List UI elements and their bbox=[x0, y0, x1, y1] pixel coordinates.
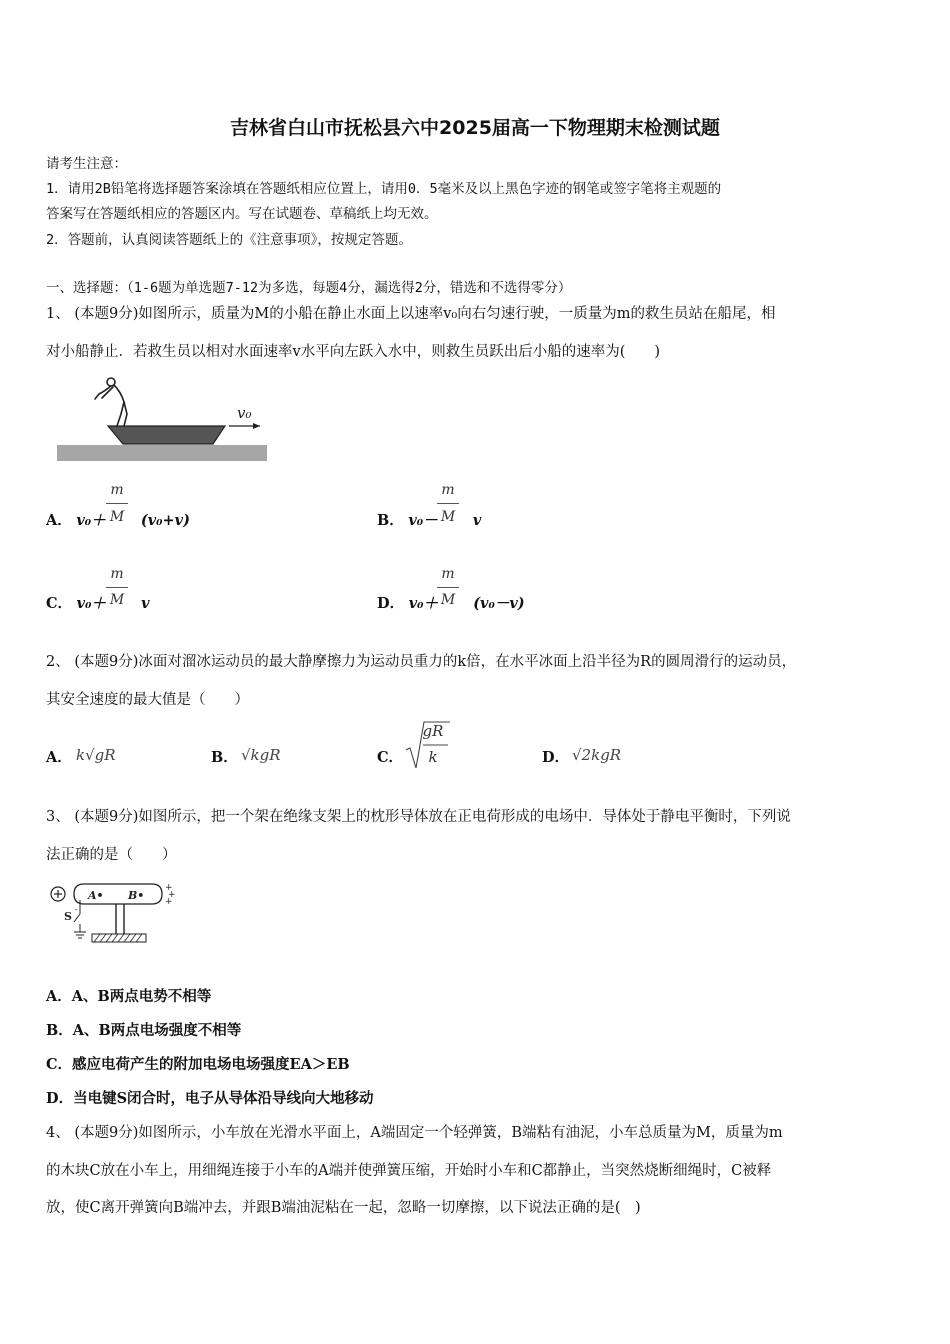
q1-a-frac-bar bbox=[106, 503, 128, 504]
induced-plus-2: + bbox=[168, 890, 176, 900]
q2-option-d-label[interactable]: D． bbox=[542, 749, 570, 766]
notice-item2: 2．答题前，认真阅读答题纸上的《注意事项》，按规定答题。 bbox=[46, 232, 412, 248]
induced-minus: - bbox=[75, 905, 78, 914]
q1-d-frac-bar bbox=[437, 587, 459, 588]
q1-a-frac-num: m bbox=[110, 482, 124, 498]
q1-option-a-label: A． bbox=[46, 512, 72, 529]
q2-option-c-label[interactable]: C． bbox=[377, 749, 404, 766]
q1-option-c-label: C． bbox=[46, 595, 73, 612]
induced-plus-1: + bbox=[165, 883, 173, 893]
q4-line2: 的木块C放在小车上，用细绳连接于小车的A端并使弹簧压缩，开始时小车和C都静止，当突然烧断细绳时，C被释 bbox=[46, 1163, 772, 1179]
boat-figure bbox=[55, 374, 270, 466]
q1-option-d-pre: v₀＋ bbox=[408, 595, 438, 612]
lifeguard-figure bbox=[95, 378, 127, 426]
notice-item1-line1: 1．请用2B铅笔将选择题答案涂填在答题纸相应位置上，请用0．5毫米及以上黑色字迹的钢笔或签字笔将主观题的 bbox=[46, 181, 722, 197]
conductor-figure bbox=[44, 878, 184, 948]
q1-b-frac-bar bbox=[437, 503, 459, 504]
q2-line2: 其安全速度的最大值是（ ） bbox=[46, 692, 249, 708]
q4-line3: 放，使C离开弹簧向B端冲去，并跟B端油泥粘在一起，忽略一切摩擦，以下说法正确的是( ) bbox=[46, 1200, 641, 1216]
q3-option-a[interactable]: A．A、B两点电势不相等 bbox=[46, 988, 212, 1005]
q3-option-d[interactable]: D．当电键S闭合时，电子从导体沿导线向大地移动 bbox=[46, 1090, 374, 1107]
q1-option-a-pre: v₀＋ bbox=[76, 512, 106, 529]
q2-option-a-label[interactable]: A． bbox=[46, 749, 72, 766]
water-surface bbox=[57, 445, 267, 461]
q1-c-frac-num: m bbox=[110, 566, 124, 582]
page-title: 吉林省白山市抚松县六中2025届高一下物理期末检测试题 bbox=[230, 117, 720, 139]
q4-line1: 4、 (本题9分)如图所示，小车放在光滑水平面上，A端固定一个轻弹簧，B端粘有油泥，小车总质量为M，质量为m bbox=[46, 1125, 783, 1141]
notice-heading: 请考生注意： bbox=[46, 156, 127, 172]
q2-option-c-num: gR bbox=[422, 722, 444, 740]
q3-line2: 法正确的是（ ） bbox=[46, 847, 177, 863]
q1-d-frac-num: m bbox=[441, 566, 455, 582]
q1-option-c-pre: v₀＋ bbox=[76, 595, 106, 612]
q1-c-frac-bar bbox=[106, 587, 128, 588]
q1-line2: 对小船静止．若救生员以相对水面速率v水平向左跃入水中，则救生员跃出后小船的速率为( ) bbox=[46, 344, 661, 360]
q2-option-c-den: k bbox=[428, 748, 438, 766]
q2-line1: 2、 (本题9分)冰面对溜冰运动员的最大静摩擦力为运动员重力的k倍，在水平冰面上沿半径为R的圆周滑行的运动员， bbox=[46, 654, 797, 670]
q3-line1: 3、 (本题9分)如图所示，把一个架在绝缘支架上的枕形导体放在正电荷形成的电场中．导体处于静电平衡时，下列说 bbox=[46, 809, 791, 825]
velocity-label: v₀ bbox=[237, 404, 252, 422]
q2-option-d-expr: √2kgR bbox=[572, 746, 622, 764]
point-b-label: B• bbox=[128, 889, 145, 902]
section1-heading: 一、选择题：（1-6题为单选题7-12为多选，每题4分，漏选得2分，错选和不选得零分） bbox=[46, 280, 572, 296]
switch-label: S bbox=[64, 910, 72, 923]
q2-option-a-expr: k√gR bbox=[76, 746, 116, 764]
q1-option-b-post: v bbox=[472, 512, 482, 529]
q1-c-frac-den: M bbox=[109, 592, 125, 608]
q1-a-frac-den: M bbox=[109, 509, 125, 525]
q2-option-b-label[interactable]: B． bbox=[211, 749, 238, 766]
q1-option-d-label: D． bbox=[377, 595, 405, 612]
induced-plus-3: + bbox=[165, 897, 173, 907]
q1-b-frac-num: m bbox=[441, 482, 455, 498]
q1-option-b-label: B． bbox=[377, 512, 404, 529]
q3-option-c[interactable]: C．感应电荷产生的附加电场电场强度EA＞EB bbox=[46, 1056, 350, 1073]
q1-b-frac-den: M bbox=[440, 509, 456, 525]
q1-line1: 1、 (本题9分)如图所示，质量为M的小船在静止水面上以速率v₀向右匀速行驶，一质量为m的救生员站在船尾，相 bbox=[46, 306, 776, 322]
point-a-label: A• bbox=[88, 889, 104, 902]
q1-option-c[interactable] bbox=[46, 592, 150, 613]
q3-option-b[interactable]: B．A、B两点电场强度不相等 bbox=[46, 1022, 242, 1039]
q1-d-frac-den: M bbox=[440, 592, 456, 608]
q2-option-b-expr: √kgR bbox=[241, 746, 281, 764]
q1-option-b[interactable] bbox=[377, 509, 481, 530]
q1-option-a-post: (v₀+v) bbox=[140, 512, 190, 529]
boat-hull bbox=[108, 426, 225, 444]
q1-option-b-pre: v₀－ bbox=[408, 512, 438, 529]
q1-option-c-post: v bbox=[141, 595, 150, 612]
q1-option-d-post: (v₀－v) bbox=[473, 595, 525, 612]
velocity-arrowhead bbox=[253, 423, 260, 429]
switch-s bbox=[74, 914, 80, 922]
notice-item1-line2: 答案写在答题纸相应的答题区内。写在试题卷、草稿纸上均无效。 bbox=[46, 206, 438, 222]
